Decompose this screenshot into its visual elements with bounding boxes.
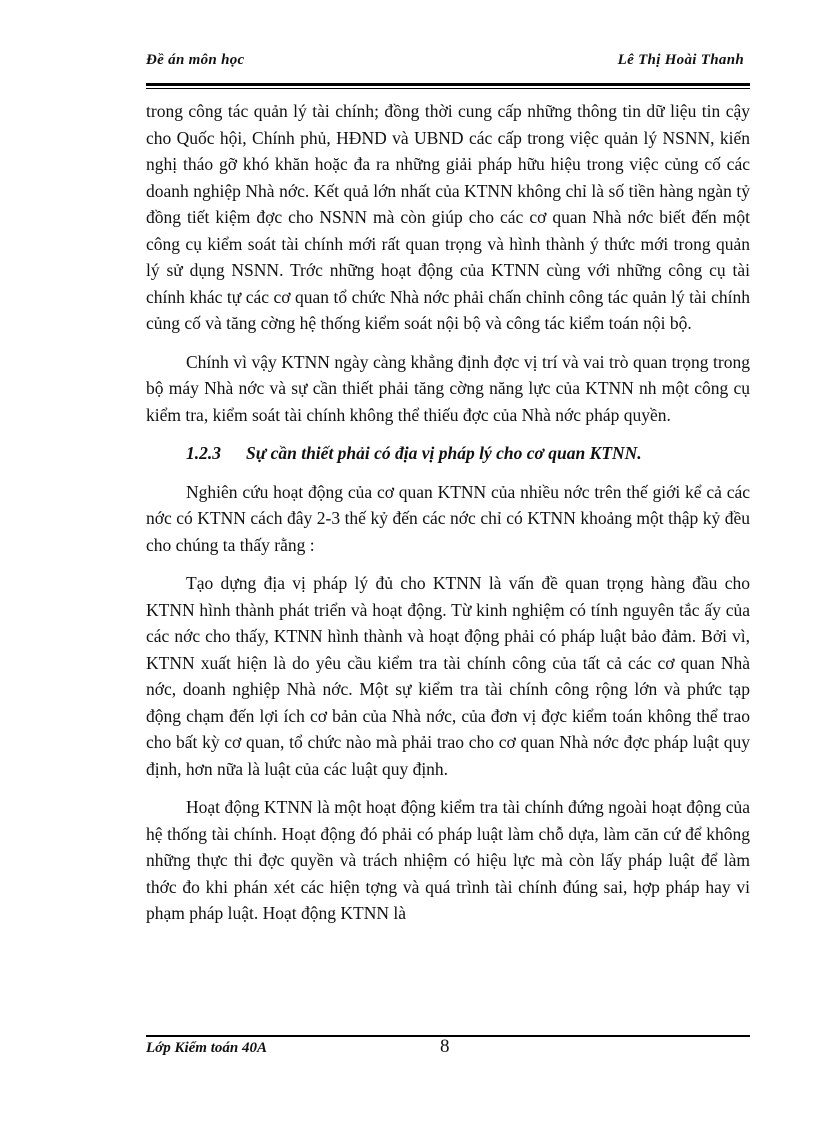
page-number: 8 [440,1036,450,1057]
header-author-name: Lê Thị Hoài Thanh [617,52,744,68]
section-paragraph-2: Tạo dựng địa vị pháp lý đủ cho KTNN là vấn đề quan trọng hàng đầu cho KTNN hình thành phát triển và hoạt động. Từ kinh nghiệm có tính nguyên tắc ấy của các nớc cho thấy, KTNN hình thành và hoạt động phải có pháp luật bảo đảm. Bởi vì, KTNN xuất hiện là do yêu cầu kiểm tra tài chính công của tất cả các cơ quan Nhà nớc, doanh nghiệp Nhà nớc. Một sự kiểm tra tài chính công rộng lớn và phức tạp động chạm đến lợi ích cơ bản của Nhà nớc, của đơn vị đợc kiểm toán không thể trao cho bất kỳ cơ quan, tổ chức nào mà phải trao cho cơ quan Nhà nớc đợc pháp luật quy định, hơn nữa là luật của các luật quy định. [146,573,750,779]
body-paragraph-1: trong công tác quản lý tài chính; đồng thời cung cấp những thông tin dữ liệu tin cậy cho Quốc hội, Chính phủ, HĐND và UBND các cấp trong việc quản lý NSNN, kiến nghị tháo gỡ khó khăn hoặc đa ra những giải pháp hữu hiệu trong việc củng cố các doanh nghiệp Nhà nớc. Kết quả lớn nhất của KTNN không chỉ là số tiền hàng ngàn tỷ đồng tiết kiệm đợc cho NSNN mà còn giúp cho các cơ quan Nhà nớc biết đến một công cụ kiểm soát tài chính mới rất quan trọng và hình thành ý thức mới trong quản lý sử dụng NSNN. Trớc những hoạt động của KTNN cùng với những công cụ tài chính khác tự các cơ quan tổ chức Nhà nớc phải chấn chỉnh công tác quản lý tài chính củng cố và tăng cờng hệ thống kiểm soát nội bộ và công tác kiểm toán nội bộ. [146,101,750,333]
section-paragraph-3: Hoạt động KTNN là một hoạt động kiểm tra tài chính đứng ngoài hoạt động của hệ thống tài chính. Hoạt động đó phải có pháp luật làm chỗ dựa, làm căn cứ để không những thực thi đợc quyền và trách nhiệm có hiệu lực mà còn lấy pháp luật để làm thớc đo khi phán xét các hiện tợng và quá trình tài chính đúng sai, hợp pháp hay vi phạm pháp luật. Hoạt động KTNN là [146,797,750,923]
body-paragraph-2: Chính vì vậy KTNN ngày càng khẳng định đợc vị trí và vai trò quan trọng trong bộ máy Nhà nớc và sự cần thiết phải tăng cờng năng lực của KTNN nh một công cụ kiểm tra, kiểm soát tài chính không thể thiếu đợc của Nhà nớc pháp quyền. [146,351,750,425]
page-header [146,52,750,74]
page-body [146,98,750,939]
section-number: 1.2.3 [186,443,221,463]
section-title: Sự cần thiết phải có địa vị pháp lý cho cơ quan KTNN. [246,443,642,463]
section-paragraph-1: Nghiên cứu hoạt động của cơ quan KTNN của nhiều nớc trên thế giới kể cả các nớc có KTNN cách đây 2-3 thế kỷ đến các nớc chỉ có KTNN khoảng một thập kỷ đều cho chúng ta thấy rằng : [146,481,750,555]
section-heading [146,440,750,467]
footer-class-name: Lớp Kiểm toán 40A [146,1040,267,1056]
page-footer [146,1036,750,1062]
header-rule-thick [146,83,750,86]
header-course-title: Đề án môn học [146,52,245,68]
header-rule-thin [146,88,750,89]
